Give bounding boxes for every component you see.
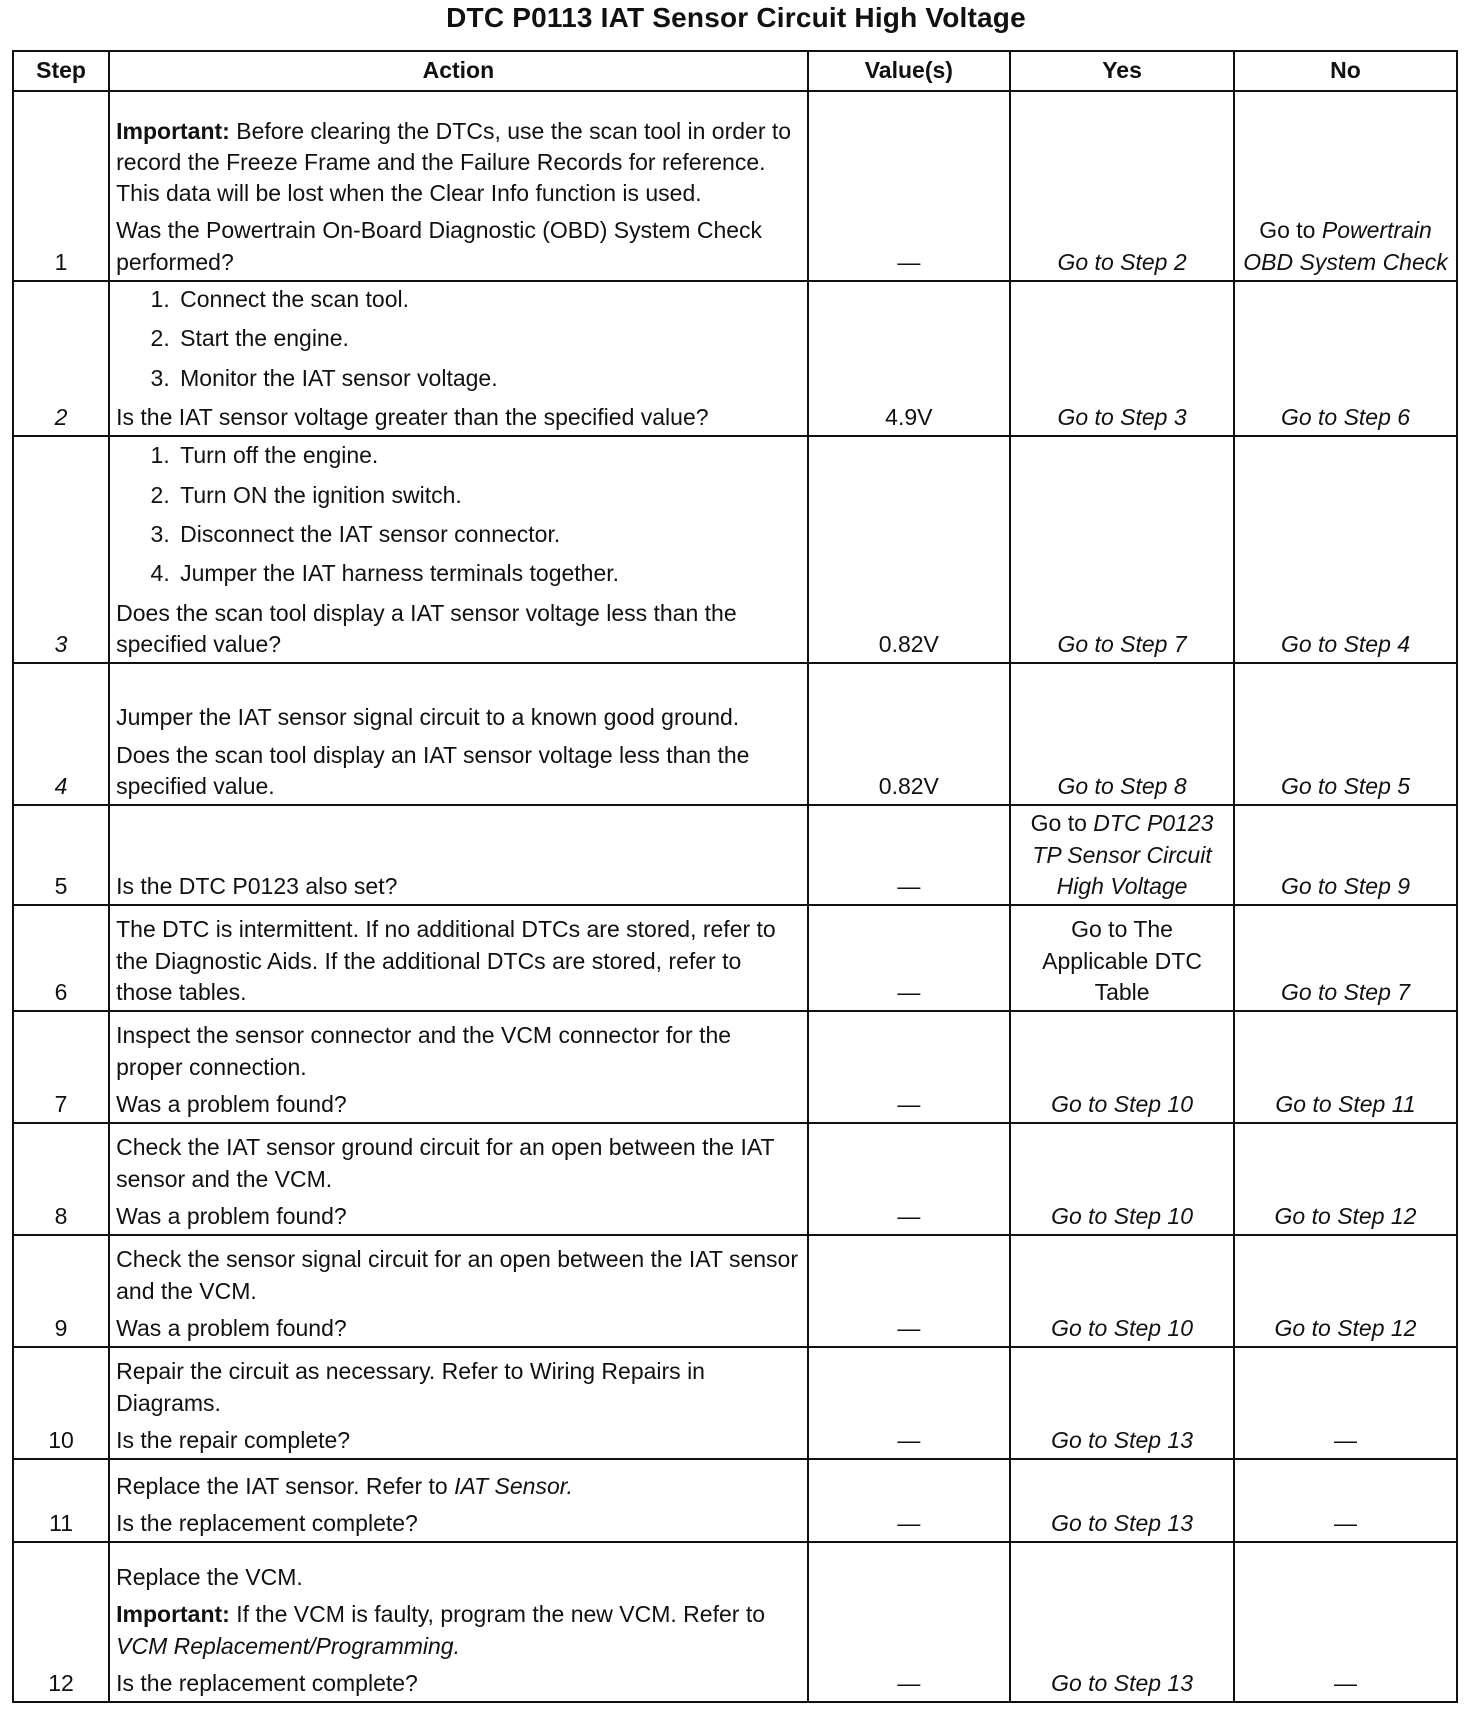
no-cell — [1234, 1459, 1457, 1542]
action-cell — [109, 1347, 807, 1459]
yes-prefix: Go to — [1030, 810, 1094, 837]
action-text-prefix: Replace the IAT sensor. Refer to — [116, 1472, 455, 1499]
header-no: No — [1234, 51, 1457, 91]
empty-value-dash: — — [897, 872, 921, 899]
yes-cell — [1010, 805, 1234, 905]
empty-value-dash: — — [897, 1314, 921, 1341]
table-row — [13, 905, 1457, 1011]
action-question: Was a problem found? — [116, 1202, 347, 1229]
empty-value-dash: — — [897, 1509, 921, 1536]
action-steps-list — [116, 284, 800, 394]
empty-value-dash: — — [1334, 1509, 1358, 1536]
important-label: Important: — [116, 1601, 230, 1628]
yes-cell: Go to Step 13 — [1010, 1542, 1234, 1702]
action-question: Does the scan tool display an IAT sensor voltage less than the specified value. — [116, 741, 750, 799]
action-question: Was a problem found? — [116, 1090, 347, 1117]
yes-cell: Go to The Applicable DTC Table — [1010, 905, 1234, 1011]
action-steps-list — [116, 440, 800, 589]
action-step: 1. Turn off the engine. — [176, 440, 800, 471]
diagnostic-table — [12, 50, 1458, 1703]
empty-value-dash: — — [1334, 1426, 1358, 1453]
important-note — [116, 1599, 800, 1662]
important-note — [116, 116, 800, 210]
yes-cell: Go to Step 10 — [1010, 1235, 1234, 1347]
yes-cell: Go to Step 3 — [1010, 281, 1234, 436]
step-number: 12 — [13, 1542, 109, 1702]
action-text — [116, 1471, 800, 1502]
value-cell — [808, 805, 1010, 905]
step-number: 4 — [13, 663, 109, 805]
yes-cell: Go to Step 8 — [1010, 663, 1234, 805]
action-cell — [109, 1123, 807, 1235]
important-text: Before clearing the DTCs, use the scan tool in order to record the Freeze Frame and the Failure Records for reference. This data will be lost when the Clear Info function is used. — [116, 117, 792, 207]
empty-value-dash: — — [897, 248, 921, 275]
value-cell: 0.82V — [808, 436, 1010, 663]
value-cell: 4.9V — [808, 281, 1010, 436]
value-cell — [808, 1347, 1010, 1459]
table-row — [13, 1459, 1457, 1542]
action-question: Was the Powertrain On-Board Diagnostic (OBD) System Check performed? — [116, 217, 763, 275]
action-text: Replace the VCM. — [116, 1564, 303, 1590]
yes-cell: Go to Step 13 — [1010, 1347, 1234, 1459]
value-cell — [808, 91, 1010, 281]
no-cell: Go to Step 9 — [1234, 805, 1457, 905]
yes-cell: Go to Step 7 — [1010, 436, 1234, 663]
step-number: 3 — [13, 436, 109, 663]
no-cell: Go to Step 7 — [1234, 905, 1457, 1011]
action-step: 2. Start the engine. — [176, 323, 800, 354]
empty-value-dash: — — [897, 1426, 921, 1453]
value-cell — [808, 1542, 1010, 1702]
action-cell — [109, 1235, 807, 1347]
table-row — [13, 281, 1457, 436]
step-number: 1 — [13, 91, 109, 281]
no-cell: Go to Step 4 — [1234, 436, 1457, 663]
table-row — [13, 663, 1457, 805]
action-cell — [109, 91, 807, 281]
header-yes: Yes — [1010, 51, 1234, 91]
value-cell — [808, 905, 1010, 1011]
table-row — [13, 1347, 1457, 1459]
yes-italic: DTC P0123 TP Sensor Circuit High Voltage — [1032, 810, 1214, 899]
no-cell — [1234, 1347, 1457, 1459]
no-cell: Go to Step 12 — [1234, 1123, 1457, 1235]
table-row — [13, 1123, 1457, 1235]
action-question: Does the scan tool display a IAT sensor voltage less than the specified value? — [116, 599, 737, 657]
empty-value-dash: — — [897, 1090, 921, 1117]
empty-value-dash: — — [897, 1669, 921, 1696]
action-cell — [109, 1011, 807, 1123]
action-step: 3. Monitor the IAT sensor voltage. — [176, 363, 800, 394]
action-step: 4. Jumper the IAT harness terminals together. — [176, 558, 800, 589]
yes-cell: Go to Step 13 — [1010, 1459, 1234, 1542]
page-title: DTC P0113 IAT Sensor Circuit High Voltage — [446, 2, 1026, 33]
step-number: 8 — [13, 1123, 109, 1235]
no-cell: Go to Step 5 — [1234, 663, 1457, 805]
important-label: Important: — [116, 117, 230, 144]
action-cell — [109, 805, 807, 905]
empty-value-dash: — — [897, 978, 921, 1005]
step-number: 5 — [13, 805, 109, 905]
action-text: Repair the circuit as necessary. Refer to Wiring Repairs in Diagrams. — [116, 1358, 705, 1416]
step-number: 6 — [13, 905, 109, 1011]
important-text: If the VCM is faulty, program the new VCM. Refer to — [229, 1601, 765, 1628]
action-question: Is the IAT sensor voltage greater than the specified value? — [116, 403, 709, 430]
action-cell — [109, 905, 807, 1011]
action-question: Was a problem found? — [116, 1314, 347, 1341]
yes-cell: Go to Step 2 — [1010, 91, 1234, 281]
action-cell — [109, 663, 807, 805]
value-cell — [808, 1459, 1010, 1542]
action-text: Jumper the IAT sensor signal circuit to a known good ground. — [116, 704, 740, 731]
value-cell — [808, 1011, 1010, 1123]
action-text: Check the IAT sensor ground circuit for an open between the IAT sensor and the VCM. — [116, 1134, 775, 1192]
step-number: 11 — [13, 1459, 109, 1542]
table-row — [13, 436, 1457, 663]
value-cell: 0.82V — [808, 663, 1010, 805]
action-question: Is the DTC P0123 also set? — [116, 872, 398, 899]
action-cell — [109, 1459, 807, 1542]
no-cell: Go to Step 12 — [1234, 1235, 1457, 1347]
step-number: 10 — [13, 1347, 109, 1459]
table-row — [13, 91, 1457, 281]
step-number: 9 — [13, 1235, 109, 1347]
empty-value-dash: — — [1334, 1669, 1358, 1696]
action-step: 1. Connect the scan tool. — [176, 284, 800, 315]
action-text-italic: IAT Sensor. — [454, 1472, 573, 1499]
table-row — [13, 1542, 1457, 1702]
yes-cell: Go to Step 10 — [1010, 1011, 1234, 1123]
value-cell — [808, 1235, 1010, 1347]
yes-cell: Go to Step 10 — [1010, 1123, 1234, 1235]
header-step: Step — [13, 51, 109, 91]
step-number: 2 — [13, 281, 109, 436]
no-cell: Go to Step 11 — [1234, 1011, 1457, 1123]
no-italic: Powertrain OBD System Check — [1243, 217, 1448, 275]
action-step: 3. Disconnect the IAT sensor connector. — [176, 519, 800, 550]
action-question: Is the replacement complete? — [116, 1669, 418, 1696]
action-text: The DTC is intermittent. If no additional DTCs are stored, refer to the Diagnostic Aids. If the additional DTCs are stored, refer to those tables. — [116, 916, 776, 1005]
action-step: 2. Turn ON the ignition switch. — [176, 480, 800, 511]
no-prefix: Go to — [1259, 217, 1322, 244]
important-italic: VCM Replacement/Programming. — [116, 1632, 460, 1659]
header-values: Value(s) — [808, 51, 1010, 91]
no-cell — [1234, 1542, 1457, 1702]
table-row — [13, 1011, 1457, 1123]
step-number: 7 — [13, 1011, 109, 1123]
no-cell — [1234, 91, 1457, 281]
action-question: Is the replacement complete? — [116, 1509, 418, 1536]
action-cell — [109, 281, 807, 436]
action-cell — [109, 436, 807, 663]
action-text: Inspect the sensor connector and the VCM connector for the proper connection. — [116, 1022, 732, 1080]
action-text: Check the sensor signal circuit for an open between the IAT sensor and the VCM. — [116, 1246, 798, 1304]
table-row — [13, 805, 1457, 905]
action-question: Is the repair complete? — [116, 1426, 351, 1453]
value-cell — [808, 1123, 1010, 1235]
table-row — [13, 1235, 1457, 1347]
no-cell: Go to Step 6 — [1234, 281, 1457, 436]
header-action: Action — [109, 51, 807, 91]
table-header-row — [13, 51, 1457, 91]
empty-value-dash: — — [897, 1202, 921, 1229]
action-cell — [109, 1542, 807, 1702]
